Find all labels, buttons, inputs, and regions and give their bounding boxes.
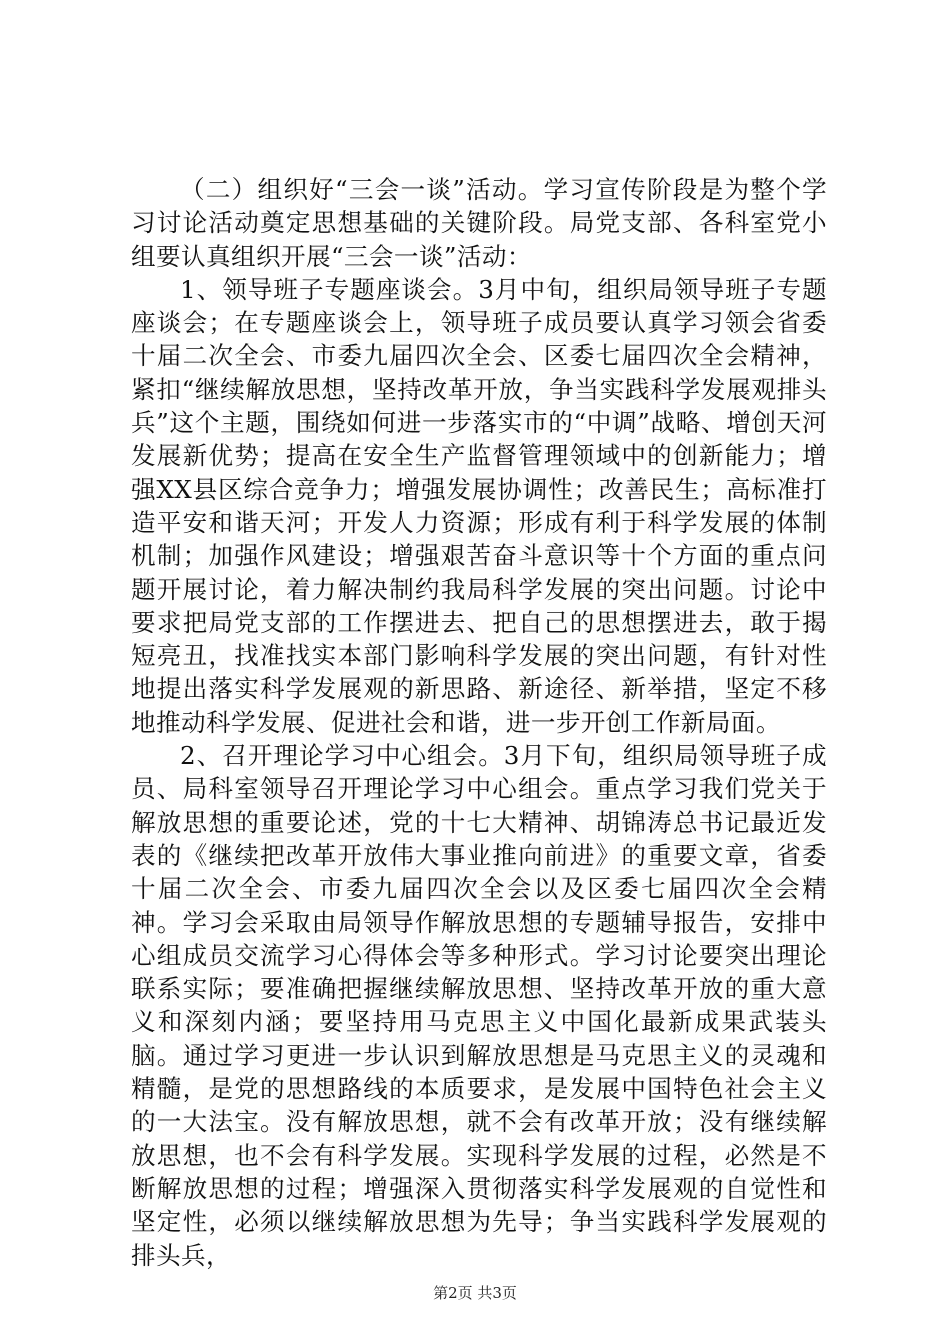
paragraph-theory-study-group: 2、召开理论学习中心组会。3月下旬，组织局领导班子成员、局科室领导召开理论学习中心组会。重点学习我们党关于解放思想的重要论述，党的十七大精神、胡锦涛总书记最近发表的《继续把改革开放伟大事业推向前进》的重要文章，省委十届二次全会、市委九届四次全会以及区委七届四次全会精神。学习会采取由局领导作解放思想的专题辅导报告，安排中心组成员交流学习心得体会等多种形式。学习讨论要突出理论联系实际；要准确把握继续解放思想、坚持改革开放的重大意义和深刻内涵；要坚持用马克思主义中国化最新成果武装头脑。通过学习更进一步认识到解放思想是马克思主义的灵魂和精髓，是党的思想路线的本质要求，是发展中国特色社会主义的一大法宝。没有解放思想，就不会有改革开放；没有继续解放思想，也不会有科学发展。实现科学发展的过程，必然是不断解放思想的过程；增强深入贯彻落实科学发展观的自觉性和坚定性，必须以继续解放思想为先导；争当实践科学发展观的排头兵，	[131, 741, 827, 1270]
paragraph-leadership-forum: 1、领导班子专题座谈会。3月中旬，组织局领导班子专题座谈会；在专题座谈会上，领导班子成员要认真学习领会省委十届二次全会、市委九届四次全会、区委七届四次全会精神，紧扣“继续解放思想，坚持改革开放，争当实践科学发展观排头兵”这个主题，围绕如何进一步落实市的“中调”战略、增创天河发展新优势；提高在安全生产监督管理领域中的创新能力；增强XX县区综合竞争力；增强发展协调性；改善民生；高标准打造平安和谐天河；开发人力资源；形成有利于科学发展的体制机制；加强作风建设；增强艰苦奋斗意识等十个方面的重点问题开展讨论，着力解决制约我局科学发展的突出问题。讨论中要求把局党支部的工作摆进去、把自己的思想摆进去，敢于揭短亮丑，找准找实本部门影响科学发展的突出问题，有针对性地提出落实科学发展观的新思路、新途径、新举措，坚定不移地推动科学发展、促进社会和谐，进一步开创工作新局面。	[131, 274, 827, 737]
document-body	[131, 173, 827, 1272]
paragraph-three-meetings: （二）组织好“三会一谈”活动。学习宣传阶段是为整个学习讨论活动奠定思想基础的关键阶段。局党支部、各科室党小组要认真组织开展“三会一谈”活动：	[131, 175, 827, 271]
page-footer: 第2页 共3页	[433, 1284, 517, 1302]
